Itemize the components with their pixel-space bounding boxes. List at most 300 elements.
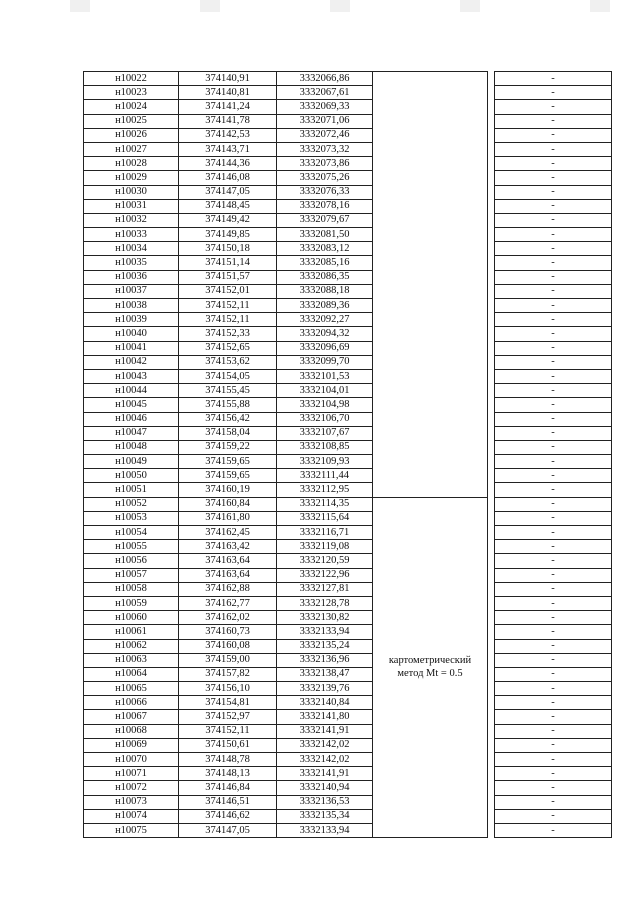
y-coordinate-cell: 3332133,94: [277, 625, 373, 639]
point-id-cell: н10075: [84, 823, 179, 837]
table-row: [84, 157, 612, 171]
table-row: [84, 526, 612, 540]
method-accuracy: метод Mt = 0.5: [397, 668, 463, 680]
point-id-cell: н10048: [84, 440, 179, 454]
y-coordinate-cell: 3332083,12: [277, 242, 373, 256]
point-id-cell: н10073: [84, 795, 179, 809]
column-gap: [488, 100, 495, 114]
note-cell: -: [495, 795, 612, 809]
point-id-cell: н10023: [84, 86, 179, 100]
column-gap: [488, 653, 495, 667]
table-row: [84, 199, 612, 213]
y-coordinate-cell: 3332122,96: [277, 568, 373, 582]
column-gap: [488, 327, 495, 341]
point-id-cell: н10044: [84, 384, 179, 398]
note-cell: -: [495, 100, 612, 114]
note-cell: -: [495, 540, 612, 554]
column-gap: [488, 426, 495, 440]
y-coordinate-cell: 3332089,36: [277, 299, 373, 313]
column-gap: [488, 682, 495, 696]
note-cell: -: [495, 355, 612, 369]
point-id-cell: н10033: [84, 228, 179, 242]
table-row: [84, 795, 612, 809]
column-gap: [488, 568, 495, 582]
point-id-cell: н10022: [84, 72, 179, 86]
y-coordinate-cell: 3332072,46: [277, 128, 373, 142]
point-id-cell: н10055: [84, 540, 179, 554]
x-coordinate-cell: 374146,08: [179, 171, 277, 185]
note-cell: -: [495, 341, 612, 355]
column-gap: [488, 398, 495, 412]
note-cell: -: [495, 639, 612, 653]
coordinates-table-body: [84, 72, 612, 838]
x-coordinate-cell: 374146,84: [179, 781, 277, 795]
column-gap: [488, 142, 495, 156]
x-coordinate-cell: 374153,62: [179, 355, 277, 369]
note-cell: -: [495, 327, 612, 341]
y-coordinate-cell: 3332119,08: [277, 540, 373, 554]
point-id-cell: н10062: [84, 639, 179, 653]
note-cell: -: [495, 568, 612, 582]
note-cell: -: [495, 753, 612, 767]
point-id-cell: н10038: [84, 299, 179, 313]
table-row: [84, 128, 612, 142]
point-id-cell: н10025: [84, 114, 179, 128]
point-id-cell: н10050: [84, 469, 179, 483]
y-coordinate-cell: 3332138,47: [277, 667, 373, 681]
note-cell: -: [495, 696, 612, 710]
note-cell: -: [495, 185, 612, 199]
table-row: [84, 682, 612, 696]
table-row: [84, 228, 612, 242]
point-id-cell: н10047: [84, 426, 179, 440]
x-coordinate-cell: 374152,11: [179, 724, 277, 738]
column-gap: [488, 469, 495, 483]
point-id-cell: н10046: [84, 412, 179, 426]
method-cell-empty: [373, 72, 488, 498]
y-coordinate-cell: 3332108,85: [277, 440, 373, 454]
table-row: [84, 313, 612, 327]
x-coordinate-cell: 374152,33: [179, 327, 277, 341]
x-coordinate-cell: 374148,13: [179, 767, 277, 781]
table-row: [84, 284, 612, 298]
point-id-cell: н10030: [84, 185, 179, 199]
x-coordinate-cell: 374150,61: [179, 738, 277, 752]
column-gap: [488, 185, 495, 199]
x-coordinate-cell: 374152,97: [179, 710, 277, 724]
point-id-cell: н10031: [84, 199, 179, 213]
y-coordinate-cell: 3332088,18: [277, 284, 373, 298]
y-coordinate-cell: 3332092,27: [277, 313, 373, 327]
column-gap: [488, 72, 495, 86]
column-gap: [488, 795, 495, 809]
column-gap: [488, 611, 495, 625]
note-cell: -: [495, 412, 612, 426]
note-cell: -: [495, 157, 612, 171]
y-coordinate-cell: 3332114,35: [277, 497, 373, 511]
point-id-cell: н10029: [84, 171, 179, 185]
y-coordinate-cell: 3332079,67: [277, 213, 373, 227]
x-coordinate-cell: 374157,82: [179, 667, 277, 681]
x-coordinate-cell: 374154,81: [179, 696, 277, 710]
y-coordinate-cell: 3332071,06: [277, 114, 373, 128]
table-row: [84, 213, 612, 227]
note-cell: -: [495, 199, 612, 213]
note-cell: -: [495, 511, 612, 525]
table-row: [84, 440, 612, 454]
method-name: картометрический: [388, 655, 472, 667]
column-gap: [488, 696, 495, 710]
x-coordinate-cell: 374152,65: [179, 341, 277, 355]
y-coordinate-cell: 3332078,16: [277, 199, 373, 213]
table-row: [84, 753, 612, 767]
table-row: [84, 185, 612, 199]
table-row: [84, 639, 612, 653]
table-row: [84, 625, 612, 639]
note-cell: -: [495, 554, 612, 568]
table-row: [84, 823, 612, 837]
y-coordinate-cell: 3332141,91: [277, 767, 373, 781]
note-cell: -: [495, 171, 612, 185]
x-coordinate-cell: 374148,78: [179, 753, 277, 767]
table-row: [84, 710, 612, 724]
x-coordinate-cell: 374146,51: [179, 795, 277, 809]
point-id-cell: н10049: [84, 455, 179, 469]
table-row: [84, 483, 612, 497]
table-row: [84, 142, 612, 156]
y-coordinate-cell: 3332099,70: [277, 355, 373, 369]
column-gap: [488, 639, 495, 653]
x-coordinate-cell: 374163,42: [179, 540, 277, 554]
point-id-cell: н10037: [84, 284, 179, 298]
column-gap: [488, 369, 495, 383]
x-coordinate-cell: 374148,45: [179, 199, 277, 213]
point-id-cell: н10063: [84, 653, 179, 667]
x-coordinate-cell: 374159,65: [179, 469, 277, 483]
scan-artifact-strip: [0, 0, 640, 12]
x-coordinate-cell: 374140,81: [179, 86, 277, 100]
note-cell: -: [495, 369, 612, 383]
y-coordinate-cell: 3332140,84: [277, 696, 373, 710]
x-coordinate-cell: 374155,45: [179, 384, 277, 398]
point-id-cell: н10043: [84, 369, 179, 383]
point-id-cell: н10065: [84, 682, 179, 696]
column-gap: [488, 781, 495, 795]
x-coordinate-cell: 374152,11: [179, 299, 277, 313]
column-gap: [488, 625, 495, 639]
point-id-cell: н10066: [84, 696, 179, 710]
note-cell: -: [495, 284, 612, 298]
table-row: [84, 100, 612, 114]
y-coordinate-cell: 3332104,98: [277, 398, 373, 412]
x-coordinate-cell: 374140,91: [179, 72, 277, 86]
note-cell: -: [495, 724, 612, 738]
note-cell: -: [495, 242, 612, 256]
point-id-cell: н10070: [84, 753, 179, 767]
y-coordinate-cell: 3332111,44: [277, 469, 373, 483]
x-coordinate-cell: 374147,05: [179, 185, 277, 199]
y-coordinate-cell: 3332107,67: [277, 426, 373, 440]
y-coordinate-cell: 3332075,26: [277, 171, 373, 185]
y-coordinate-cell: 3332066,86: [277, 72, 373, 86]
table-row: [84, 426, 612, 440]
column-gap: [488, 511, 495, 525]
table-row: [84, 270, 612, 284]
table-row: [84, 369, 612, 383]
column-gap: [488, 767, 495, 781]
note-cell: -: [495, 596, 612, 610]
column-gap: [488, 213, 495, 227]
x-coordinate-cell: 374156,42: [179, 412, 277, 426]
table-row: [84, 497, 612, 511]
y-coordinate-cell: 3332076,33: [277, 185, 373, 199]
note-cell: -: [495, 384, 612, 398]
y-coordinate-cell: 3332109,93: [277, 455, 373, 469]
column-gap: [488, 313, 495, 327]
point-id-cell: н10042: [84, 355, 179, 369]
y-coordinate-cell: 3332120,59: [277, 554, 373, 568]
x-coordinate-cell: 374150,18: [179, 242, 277, 256]
y-coordinate-cell: 3332081,50: [277, 228, 373, 242]
x-coordinate-cell: 374147,05: [179, 823, 277, 837]
point-id-cell: н10026: [84, 128, 179, 142]
point-id-cell: н10064: [84, 667, 179, 681]
point-id-cell: н10028: [84, 157, 179, 171]
x-coordinate-cell: 374159,65: [179, 455, 277, 469]
column-gap: [488, 270, 495, 284]
column-gap: [488, 526, 495, 540]
column-gap: [488, 554, 495, 568]
column-gap: [488, 724, 495, 738]
point-id-cell: н10027: [84, 142, 179, 156]
note-cell: -: [495, 483, 612, 497]
table-row: [84, 242, 612, 256]
note-cell: -: [495, 710, 612, 724]
table-row: [84, 511, 612, 525]
table-row: [84, 398, 612, 412]
point-id-cell: н10053: [84, 511, 179, 525]
point-id-cell: н10056: [84, 554, 179, 568]
column-gap: [488, 256, 495, 270]
x-coordinate-cell: 374141,24: [179, 100, 277, 114]
column-gap: [488, 355, 495, 369]
column-gap: [488, 710, 495, 724]
point-id-cell: н10057: [84, 568, 179, 582]
y-coordinate-cell: 3332142,02: [277, 738, 373, 752]
x-coordinate-cell: 374162,02: [179, 611, 277, 625]
table-row: [84, 809, 612, 823]
table-row: [84, 781, 612, 795]
point-id-cell: н10039: [84, 313, 179, 327]
note-cell: -: [495, 497, 612, 511]
table-row: [84, 114, 612, 128]
x-coordinate-cell: 374142,53: [179, 128, 277, 142]
table-row: [84, 86, 612, 100]
point-id-cell: н10061: [84, 625, 179, 639]
y-coordinate-cell: 3332136,96: [277, 653, 373, 667]
y-coordinate-cell: 3332073,32: [277, 142, 373, 156]
table-row: [84, 455, 612, 469]
column-gap: [488, 114, 495, 128]
x-coordinate-cell: 374160,08: [179, 639, 277, 653]
note-cell: -: [495, 611, 612, 625]
point-id-cell: н10058: [84, 582, 179, 596]
note-cell: -: [495, 582, 612, 596]
column-gap: [488, 497, 495, 511]
point-id-cell: н10024: [84, 100, 179, 114]
x-coordinate-cell: 374160,73: [179, 625, 277, 639]
y-coordinate-cell: 3332135,24: [277, 639, 373, 653]
x-coordinate-cell: 374141,78: [179, 114, 277, 128]
note-cell: -: [495, 299, 612, 313]
column-gap: [488, 171, 495, 185]
y-coordinate-cell: 3332069,33: [277, 100, 373, 114]
column-gap: [488, 823, 495, 837]
x-coordinate-cell: 374144,36: [179, 157, 277, 171]
note-cell: -: [495, 142, 612, 156]
table-row: [84, 582, 612, 596]
point-id-cell: н10071: [84, 767, 179, 781]
note-cell: -: [495, 469, 612, 483]
x-coordinate-cell: 374154,05: [179, 369, 277, 383]
point-id-cell: н10067: [84, 710, 179, 724]
y-coordinate-cell: 3332130,82: [277, 611, 373, 625]
table-row: [84, 171, 612, 185]
note-cell: -: [495, 781, 612, 795]
note-cell: -: [495, 72, 612, 86]
column-gap: [488, 199, 495, 213]
point-id-cell: н10034: [84, 242, 179, 256]
table-row: [84, 327, 612, 341]
note-cell: -: [495, 228, 612, 242]
y-coordinate-cell: 3332136,53: [277, 795, 373, 809]
note-cell: -: [495, 738, 612, 752]
note-cell: -: [495, 625, 612, 639]
point-id-cell: н10072: [84, 781, 179, 795]
table-row: [84, 412, 612, 426]
y-coordinate-cell: 3332127,81: [277, 582, 373, 596]
note-cell: -: [495, 398, 612, 412]
y-coordinate-cell: 3332141,80: [277, 710, 373, 724]
column-gap: [488, 228, 495, 242]
y-coordinate-cell: 3332141,91: [277, 724, 373, 738]
column-gap: [488, 341, 495, 355]
x-coordinate-cell: 374162,45: [179, 526, 277, 540]
y-coordinate-cell: 3332067,61: [277, 86, 373, 100]
x-coordinate-cell: 374160,84: [179, 497, 277, 511]
table-row: [84, 469, 612, 483]
x-coordinate-cell: 374149,85: [179, 228, 277, 242]
y-coordinate-cell: 3332140,94: [277, 781, 373, 795]
table-row: [84, 256, 612, 270]
note-cell: -: [495, 440, 612, 454]
table-row: [84, 767, 612, 781]
point-id-cell: н10032: [84, 213, 179, 227]
column-gap: [488, 540, 495, 554]
table-row: [84, 696, 612, 710]
y-coordinate-cell: 3332128,78: [277, 596, 373, 610]
table-row: [84, 611, 612, 625]
x-coordinate-cell: 374160,19: [179, 483, 277, 497]
note-cell: -: [495, 256, 612, 270]
point-id-cell: н10051: [84, 483, 179, 497]
table-row: [84, 384, 612, 398]
y-coordinate-cell: 3332104,01: [277, 384, 373, 398]
x-coordinate-cell: 374162,77: [179, 596, 277, 610]
column-gap: [488, 440, 495, 454]
x-coordinate-cell: 374156,10: [179, 682, 277, 696]
note-cell: -: [495, 455, 612, 469]
column-gap: [488, 455, 495, 469]
table-row: [84, 299, 612, 313]
table-row: [84, 724, 612, 738]
x-coordinate-cell: 374158,04: [179, 426, 277, 440]
y-coordinate-cell: 3332133,94: [277, 823, 373, 837]
point-id-cell: н10041: [84, 341, 179, 355]
y-coordinate-cell: 3332106,70: [277, 412, 373, 426]
table-row: [84, 667, 612, 681]
point-id-cell: н10068: [84, 724, 179, 738]
column-gap: [488, 667, 495, 681]
x-coordinate-cell: 374151,14: [179, 256, 277, 270]
note-cell: -: [495, 823, 612, 837]
point-id-cell: н10040: [84, 327, 179, 341]
y-coordinate-cell: 3332116,71: [277, 526, 373, 540]
column-gap: [488, 753, 495, 767]
note-cell: -: [495, 653, 612, 667]
table-row: [84, 540, 612, 554]
x-coordinate-cell: 374149,42: [179, 213, 277, 227]
x-coordinate-cell: 374143,71: [179, 142, 277, 156]
table-row: [84, 568, 612, 582]
x-coordinate-cell: 374159,22: [179, 440, 277, 454]
table-row: [84, 738, 612, 752]
x-coordinate-cell: 374163,64: [179, 568, 277, 582]
table-row: [84, 554, 612, 568]
x-coordinate-cell: 374151,57: [179, 270, 277, 284]
note-cell: -: [495, 313, 612, 327]
x-coordinate-cell: 374152,01: [179, 284, 277, 298]
x-coordinate-cell: 374162,88: [179, 582, 277, 596]
column-gap: [488, 809, 495, 823]
column-gap: [488, 157, 495, 171]
column-gap: [488, 86, 495, 100]
column-gap: [488, 582, 495, 596]
column-gap: [488, 128, 495, 142]
y-coordinate-cell: 3332135,34: [277, 809, 373, 823]
coordinates-table: [83, 71, 612, 838]
note-cell: -: [495, 682, 612, 696]
table-row: [84, 341, 612, 355]
table-row: [84, 596, 612, 610]
note-cell: -: [495, 114, 612, 128]
y-coordinate-cell: 3332139,76: [277, 682, 373, 696]
note-cell: -: [495, 526, 612, 540]
method-cell: [373, 497, 488, 838]
column-gap: [488, 596, 495, 610]
table-row: [84, 355, 612, 369]
x-coordinate-cell: 374146,62: [179, 809, 277, 823]
table-row: [84, 72, 612, 86]
x-coordinate-cell: 374152,11: [179, 313, 277, 327]
table-row: [84, 653, 612, 667]
point-id-cell: н10036: [84, 270, 179, 284]
y-coordinate-cell: 3332142,02: [277, 753, 373, 767]
y-coordinate-cell: 3332086,35: [277, 270, 373, 284]
column-gap: [488, 412, 495, 426]
note-cell: -: [495, 86, 612, 100]
point-id-cell: н10052: [84, 497, 179, 511]
